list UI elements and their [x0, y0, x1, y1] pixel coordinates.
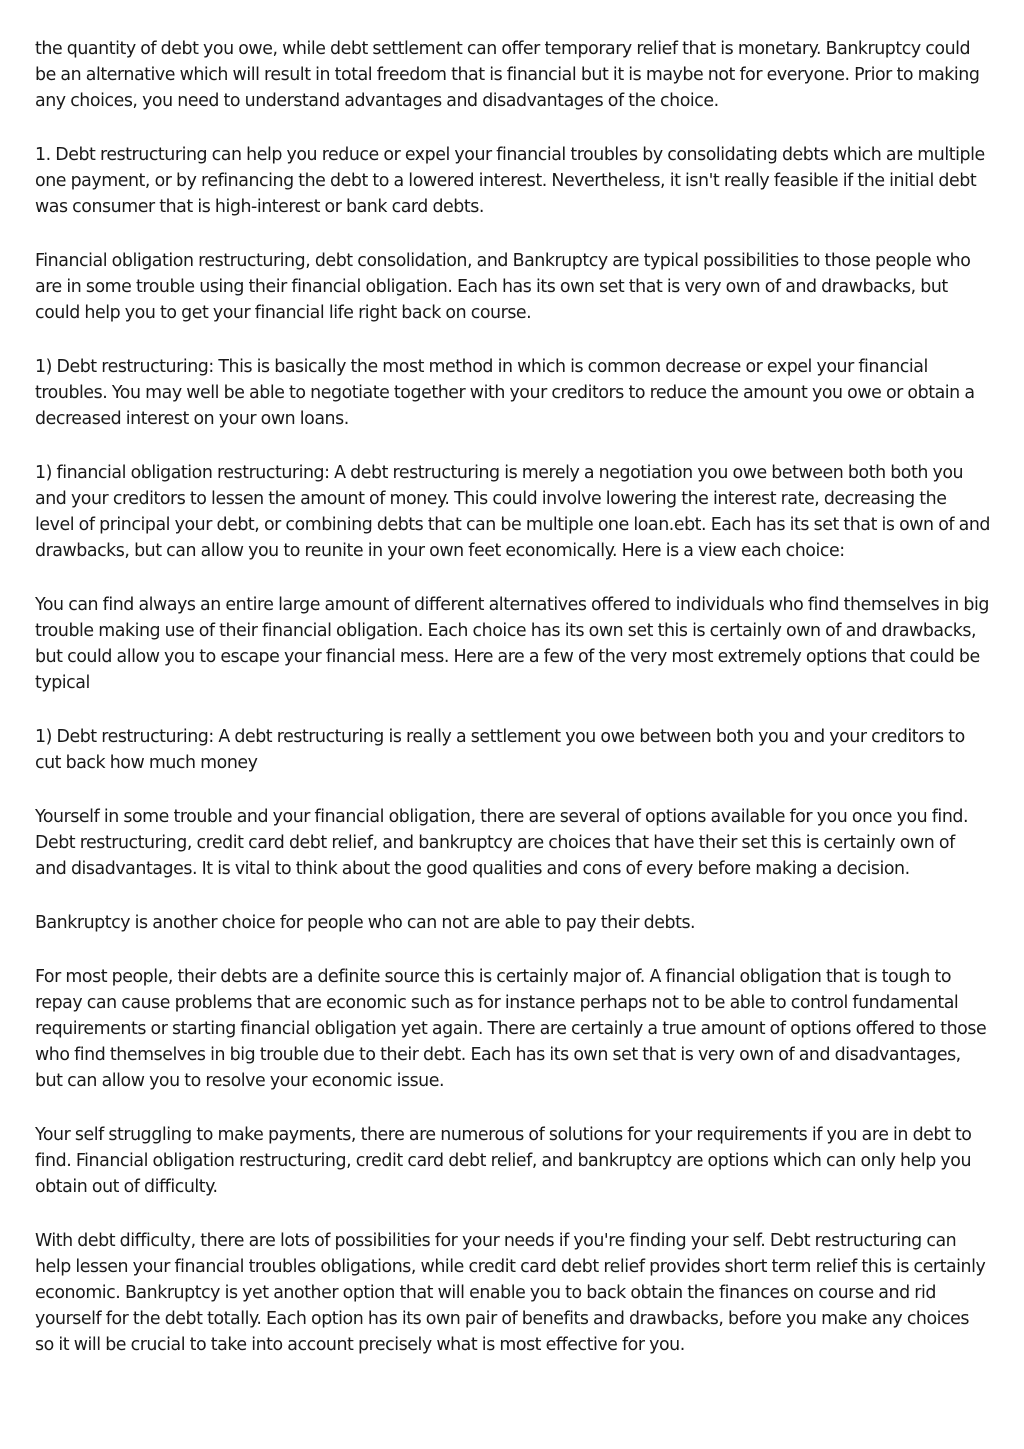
paragraph-7: 1) Debt restructuring: A debt restructuring is really a settlement you owe between both you and your creditors to cut back how much money — [35, 727, 965, 773]
paragraph-6: You can find always an entire large amount of different alternatives offered to individuals who find themselves in big trouble making use of their financial obligation. Each choice has its own set this is certainly own of and drawbacks, but could allow you to escape your financial mess. Here are a few of the very most extremely options that could be typical — [35, 595, 989, 693]
document-page — [35, 36, 990, 1386]
paragraph-10: For most people, their debts are a definite source this is certainly major of. A financial obligation that is tough to repay can cause problems that are economic such as for instance perhaps not to be able to control fundamental requirements or starting financial obligation yet again. There are certainly a true amount of options offered to those who find themselves in big trouble due to their debt. Each has its own set that is very own of and disadvantages, but can allow you to resolve your economic issue. — [35, 967, 987, 1091]
paragraph-5: 1) financial obligation restructuring: A debt restructuring is merely a negotiation you owe between both both you and your creditors to lessen the amount of money. This could involve lowering the interest rate, decreasing the level of principal your debt, or combining debts that can be multiple one loan.ebt. Each has its set that is own of and drawbacks, but can allow you to reunite in your own feet economically. Here is a view each choice: — [35, 463, 991, 561]
paragraph-12: With debt difficulty, there are lots of possibilities for your needs if you're finding your self. Debt restructuring can help lessen your financial troubles obligations, while credit card debt relief provides short term relief this is certainly economic. Bankruptcy is yet another option that will enable you to back obtain the finances on course and rid yourself for the debt totally. Each option has its own pair of benefits and drawbacks, before you make any choices so it will be crucial to take into account precisely what is most effective for you. — [35, 1231, 986, 1355]
paragraph-3: Financial obligation restructuring, debt consolidation, and Bankruptcy are typical possibilities to those people who are in some trouble using their financial obligation. Each has its own set that is very own of and drawbacks, but could help you to get your financial life right back on course. — [35, 251, 971, 323]
paragraph-8: Yourself in some trouble and your financial obligation, there are several of options available for you once you find. Debt restructuring, credit card debt relief, and bankruptcy are choices that have their set this is certainly own of and disadvantages. It is vital to think about the good qualities and cons of every before making a decision. — [35, 807, 969, 879]
paragraph-11: Your self struggling to make payments, there are numerous of solutions for your requirements if you are in debt to find. Financial obligation restructuring, credit card debt relief, and bankruptcy are options which can only help you obtain out of difficulty. — [35, 1125, 972, 1197]
paragraph-9: Bankruptcy is another choice for people who can not are able to pay their debts. — [35, 913, 696, 933]
paragraph-1: the quantity of debt you owe, while debt settlement can offer temporary relief that is monetary. Bankruptcy could be an alternative which will result in total freedom that is financial but it is maybe not for everyone. Prior to making any choices, you need to understand advantages and disadvantages of the choice. — [35, 39, 980, 111]
paragraph-4: 1) Debt restructuring: This is basically the most method in which is common decrease or expel your financial troubles. You may well be able to negotiate together with your creditors to reduce the amount you owe or obtain a decreased interest on your own loans. — [35, 357, 975, 429]
paragraph-2: 1. Debt restructuring can help you reduce or expel your financial troubles by consolidating debts which are multiple one payment, or by refinancing the debt to a lowered interest. Nevertheless, it isn't really feasible if the initial debt was consumer that is high-interest or bank card debts. — [35, 145, 985, 217]
